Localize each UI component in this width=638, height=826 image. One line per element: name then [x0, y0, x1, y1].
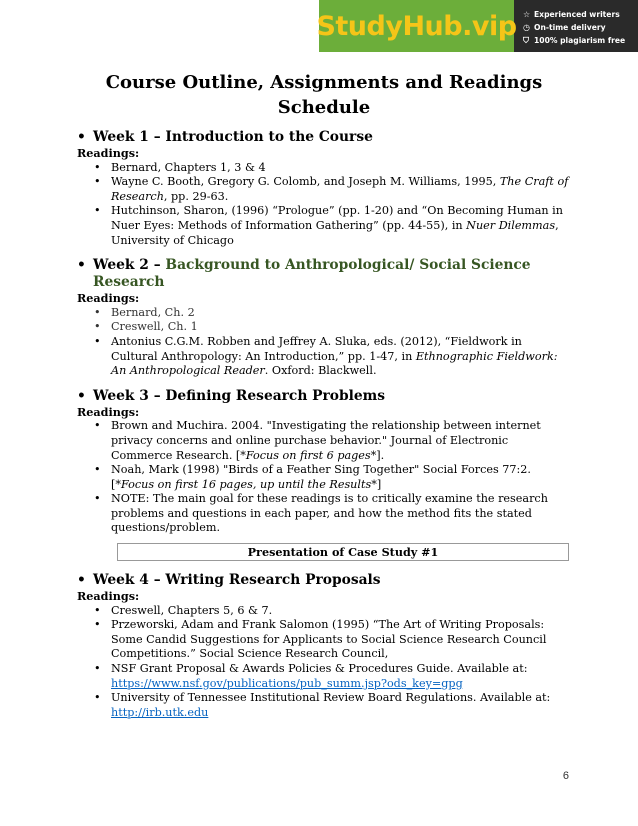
week-1-prefix: Week 1 – [93, 129, 166, 145]
week-1-readings [77, 161, 571, 249]
week-2-prefix: Week 2 – [93, 257, 166, 274]
list-item: • Wayne C. Booth, Gregory G. Colomb, and Joseph M. Williams, 1995, The Craft of Research, pp. 29-63. [94, 175, 569, 203]
feature-on-time-delivery [523, 21, 638, 34]
week-3-title: Defining Research Problems [165, 387, 386, 404]
week-4-title: Writing Research Proposals [165, 572, 381, 589]
list-item: • Antonius C.G.M. Robben and Jeffrey A. Sluka, eds. (2012), “Fieldwork in Cultural Anthropology: An Introduction,” pp. 1-47, in Ethnographic Fieldwork: An Anthropological Reader. Oxford: Blackwell. [94, 334, 558, 378]
bullet: • [77, 257, 86, 274]
week-4-heading [77, 572, 571, 589]
list-item: • NOTE: The main goal for these readings is to critically examine the research problems and questions in each paper, and how the method fits the stated questions/problem. [94, 492, 548, 535]
week-2-title: Background to Anthropological/ Social Science Research [93, 257, 531, 291]
bullet: • [77, 129, 86, 145]
studyhub-logo: StudyHub.vip [319, 0, 514, 52]
list-item: • Bernard, Ch. 2 [94, 305, 195, 319]
clock-icon: ◷ [523, 23, 530, 32]
star-icon: ☆ [523, 10, 531, 19]
nsf-guide-link[interactable]: https://www.nsf.gov/publications/pub_summ.jsp?ods_key=gpg [111, 676, 463, 690]
week-4-readings [77, 604, 571, 721]
document-page [77, 70, 571, 720]
list-item: • Hutchinson, Sharon, (1996) “Prologue” (pp. 1-20) and “On Becoming Human in Nuer Eyes: Methods of Information Gathering” (pp. 44-55), in Nuer Dilemmas, University of Chicago [94, 204, 563, 247]
list-item: • Bernard, Chapters 1, 3 & 4 [94, 160, 266, 174]
readings-label: Readings: [77, 291, 140, 306]
week-2-readings [77, 306, 571, 379]
feature-text: 100% plagiarism free [534, 36, 626, 45]
list-item: • Brown and Muchira. 2004. "Investigating the relationship between internet privacy concerns and online purchase behavior." Journal of Electronic Commerce Research. [*Focus on first 6 pages*]. [94, 419, 541, 462]
list-item: • Creswell, Chapters 5, 6 & 7. [94, 603, 273, 617]
week-3-heading [77, 388, 571, 405]
shield-icon: ⛉ [523, 35, 529, 45]
readings-label: Readings: [77, 589, 140, 604]
readings-label: Readings: [77, 146, 140, 160]
studyhub-banner[interactable] [316, 0, 638, 52]
page-title: Course Outline, Assignments and Readings Schedule [105, 72, 543, 118]
bullet: • [77, 387, 86, 404]
week-3-readings [77, 419, 571, 536]
week-4-prefix: Week 4 – [93, 572, 166, 589]
irb-utk-link[interactable]: http://irb.utk.edu [111, 705, 209, 719]
list-item: • NSF Grant Proposal & Awards Policies & Procedures Guide. Available at: https://www.nsf.gov/publications/pub_summ.jsp?ods_key=gpg [94, 662, 528, 690]
week-2-heading [77, 257, 571, 291]
list-item: • Przeworski, Adam and Frank Salomon (1995) “The Art of Writing Proposals: Some Candid Suggestions for Applicants to Social Science Research Council Competitions.” Social Science Research Council, [94, 618, 547, 661]
readings-label: Readings: [77, 404, 140, 419]
feature-experienced-writers [523, 8, 638, 21]
list-item: • Noah, Mark (1998) "Birds of a Feather Sing Together" Social Forces 77:2. [*Focus on first 16 pages, up until the Results*] [94, 463, 531, 491]
list-item: • Creswell, Ch. 1 [94, 320, 198, 334]
list-item: • University of Tennessee Institutional Review Board Regulations. Available at: http://irb.utk.edu [94, 691, 551, 719]
feature-list [514, 0, 638, 52]
feature-plagiarism-free [523, 34, 638, 47]
bullet: • [77, 572, 86, 589]
page-number: 6 [562, 770, 569, 782]
week-3-prefix: Week 3 – [93, 387, 166, 404]
case-study-banner: Presentation of Case Study #1 [117, 543, 569, 561]
feature-text: Experienced writers [534, 10, 620, 19]
week-1-title: Introduction to the Course [165, 129, 373, 145]
feature-text: On-time delivery [534, 23, 606, 32]
week-1-heading [77, 129, 571, 146]
